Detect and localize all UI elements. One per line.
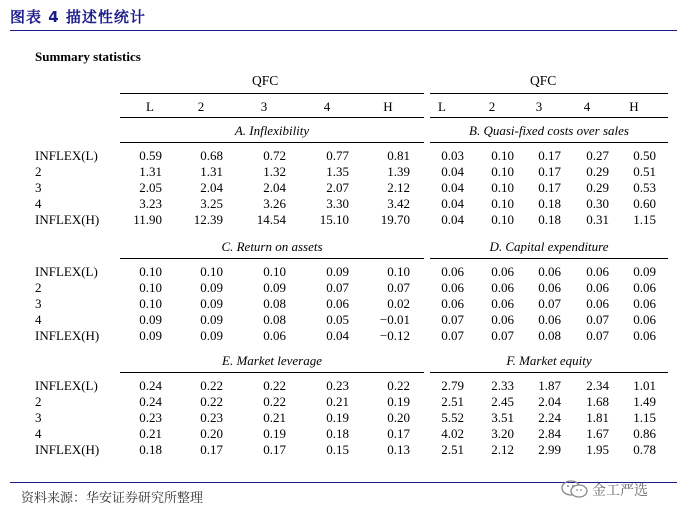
table-cell: 0.18: [538, 212, 561, 227]
row-label: 3: [35, 180, 42, 195]
table-cell: 0.18: [326, 426, 349, 441]
table-cell: 0.21: [263, 410, 286, 425]
group-header-left: QFC: [252, 73, 279, 88]
table-cell: 3.42: [387, 196, 410, 211]
table-cell: 0.04: [441, 180, 464, 195]
column-header: L: [146, 99, 154, 114]
row-label: INFLEX(H): [35, 212, 100, 227]
table-cell: 0.10: [491, 148, 514, 163]
table-cell: 0.20: [200, 426, 223, 441]
table-cell: 0.06: [491, 296, 514, 311]
column-header: H: [383, 99, 393, 114]
table-cell: 0.04: [441, 212, 464, 227]
figure-title: 图表 4 描述性统计: [10, 8, 146, 26]
table-cell: 2.33: [491, 378, 514, 393]
table-cell: 1.32: [263, 164, 286, 179]
table-cell: 0.17: [538, 164, 561, 179]
row-label: 3: [35, 410, 42, 425]
table-cell: 1.49: [633, 394, 656, 409]
table-cell: 0.06: [491, 312, 514, 327]
table-cell: 0.06: [538, 312, 561, 327]
panel-rule-left: [120, 372, 424, 373]
table-cell: 0.22: [387, 378, 410, 393]
table-cell: 0.50: [633, 148, 656, 163]
table-cell: 0.07: [326, 280, 349, 295]
row-label: 4: [35, 312, 42, 327]
table-cell: 2.84: [538, 426, 561, 441]
table-cell: 0.07: [538, 296, 561, 311]
table-cell: 0.20: [387, 410, 410, 425]
table-cell: 0.04: [441, 164, 464, 179]
table-cell: 2.05: [139, 180, 162, 195]
group-rule-left: [120, 93, 424, 94]
table-cell: 0.10: [200, 264, 223, 279]
table-cell: 0.02: [387, 296, 410, 311]
table-cell: 0.06: [491, 264, 514, 279]
table-cell: 0.81: [387, 148, 410, 163]
table-cell: 0.22: [200, 394, 223, 409]
table-cell: 1.15: [633, 212, 656, 227]
row-label: 4: [35, 426, 42, 441]
table-cell: 0.17: [387, 426, 410, 441]
table-cell: 0.03: [441, 148, 464, 163]
table-cell: 0.06: [441, 296, 464, 311]
table-cell: 0.15: [326, 442, 349, 457]
table-cell: 0.13: [387, 442, 410, 457]
table-cell: 1.15: [633, 410, 656, 425]
table-cell: 0.21: [326, 394, 349, 409]
table-cell: 0.05: [326, 312, 349, 327]
table-cell: 1.31: [139, 164, 162, 179]
table-cell: 0.30: [586, 196, 609, 211]
table-cell: 0.19: [387, 394, 410, 409]
table-cell: 0.09: [326, 264, 349, 279]
table-cell: 0.06: [633, 280, 656, 295]
table-cell: 0.77: [326, 148, 349, 163]
table-cell: 0.53: [633, 180, 656, 195]
table-cell: 0.18: [139, 442, 162, 457]
table-cell: 0.06: [586, 296, 609, 311]
table-cell: 0.06: [586, 280, 609, 295]
table-cell: 1.81: [586, 410, 609, 425]
table-cell: 0.06: [633, 328, 656, 343]
panel-title-right: B. Quasi-fixed costs over sales: [469, 123, 629, 138]
table-cell: 2.12: [387, 180, 410, 195]
panel-title-right: D. Capital expenditure: [489, 239, 609, 254]
table-cell: 0.24: [139, 394, 162, 409]
row-label: INFLEX(L): [35, 378, 98, 393]
table-cell: 0.04: [326, 328, 349, 343]
table-cell: 0.29: [586, 180, 609, 195]
table-cell: 0.07: [586, 312, 609, 327]
table-cell: 0.06: [633, 312, 656, 327]
table-cell: −0.01: [379, 312, 410, 327]
table-cell: 3.23: [139, 196, 162, 211]
table-cell: 0.07: [491, 328, 514, 343]
table-cell: 0.06: [441, 280, 464, 295]
table-cell: 0.72: [263, 148, 286, 163]
column-header-rule-right: [430, 117, 668, 118]
watermark-text: 金工严选: [592, 483, 648, 499]
table-cell: 0.07: [441, 312, 464, 327]
table-cell: 0.10: [387, 264, 410, 279]
table-cell: 0.10: [139, 280, 162, 295]
row-label: 3: [35, 296, 42, 311]
table-cell: 0.06: [491, 280, 514, 295]
source-note: 资料来源：华安证券研究所整理: [21, 491, 204, 506]
table-cell: 1.87: [538, 378, 561, 393]
table-cell: 2.51: [441, 442, 464, 457]
table-cell: 0.06: [586, 264, 609, 279]
row-label: 2: [35, 164, 42, 179]
panel-rule-right: [430, 142, 668, 143]
row-label: 2: [35, 280, 42, 295]
table-cell: 0.06: [538, 280, 561, 295]
table-cell: 0.10: [263, 264, 286, 279]
table-cell: 0.07: [387, 280, 410, 295]
table-cell: 0.06: [633, 296, 656, 311]
panel-rule-right: [430, 372, 668, 373]
column-header: 4: [583, 99, 591, 114]
panel-rule-left: [120, 142, 424, 143]
table-cell: 14.54: [256, 212, 286, 227]
table-cell: 0.29: [586, 164, 609, 179]
table-cell: 3.51: [491, 410, 514, 425]
column-header-rule-left: [120, 117, 424, 118]
table-cell: 2.04: [263, 180, 286, 195]
table-cell: 0.07: [586, 328, 609, 343]
table-cell: 0.22: [263, 378, 286, 393]
table-cell: 2.07: [326, 180, 349, 195]
table-cell: 0.10: [491, 164, 514, 179]
table-cell: 0.23: [326, 378, 349, 393]
table-cell: 0.06: [538, 264, 561, 279]
table-cell: 2.45: [491, 394, 514, 409]
table-cell: 0.17: [538, 180, 561, 195]
table-cell: 0.09: [139, 312, 162, 327]
table-cell: 3.30: [326, 196, 349, 211]
column-header: 3: [260, 99, 268, 114]
row-label: 2: [35, 394, 42, 409]
row-label: INFLEX(L): [35, 264, 98, 279]
table-cell: 2.51: [441, 394, 464, 409]
table-cell: 0.27: [586, 148, 609, 163]
table-cell: 0.60: [633, 196, 656, 211]
table-cell: 0.08: [263, 312, 286, 327]
column-header: 2: [488, 99, 496, 114]
table-cell: 19.70: [380, 212, 410, 227]
row-label: 4: [35, 196, 42, 211]
row-label: INFLEX(L): [35, 148, 98, 163]
table-cell: 0.19: [263, 426, 286, 441]
table-cell: 0.17: [200, 442, 223, 457]
table-cell: 0.10: [491, 212, 514, 227]
table-cell: 12.39: [193, 212, 223, 227]
table-cell: 0.22: [263, 394, 286, 409]
wechat-icon: [560, 478, 590, 500]
title-divider: [10, 30, 677, 31]
table-cell: 2.24: [538, 410, 561, 425]
table-cell: 0.19: [326, 410, 349, 425]
table-cell: 2.04: [200, 180, 223, 195]
table-cell: 0.17: [263, 442, 286, 457]
table-cell: 15.10: [319, 212, 349, 227]
table-cell: 0.31: [586, 212, 609, 227]
table-cell: 0.10: [491, 180, 514, 195]
panel-rule-right: [430, 258, 668, 259]
table-cell: 3.20: [491, 426, 514, 441]
column-header: 4: [323, 99, 331, 114]
column-header: 2: [197, 99, 205, 114]
panel-title-left: C. Return on assets: [221, 239, 323, 254]
panel-title-right: F. Market equity: [506, 353, 592, 368]
table-cell: 0.10: [139, 264, 162, 279]
table-cell: 1.35: [326, 164, 349, 179]
table-cell: 0.06: [441, 264, 464, 279]
table-cell: 2.79: [441, 378, 464, 393]
table-cell: 0.08: [263, 296, 286, 311]
table-cell: −0.12: [379, 328, 410, 343]
table-cell: 1.95: [586, 442, 609, 457]
panel-rule-left: [120, 258, 424, 259]
table-cell: 0.04: [441, 196, 464, 211]
table-cell: 0.09: [263, 280, 286, 295]
group-header-right: QFC: [530, 73, 557, 88]
table-cell: 0.07: [441, 328, 464, 343]
table-cell: 0.09: [200, 328, 223, 343]
table-cell: 0.86: [633, 426, 656, 441]
table-cell: 0.08: [538, 328, 561, 343]
column-header: H: [629, 99, 639, 114]
table-cell: 0.18: [538, 196, 561, 211]
table-cell: 2.99: [538, 442, 561, 457]
table-cell: 4.02: [441, 426, 464, 441]
table-cell: 1.67: [586, 426, 609, 441]
table-cell: 0.06: [263, 328, 286, 343]
row-label: INFLEX(H): [35, 328, 100, 343]
table-cell: 0.22: [200, 378, 223, 393]
table-cell: 0.51: [633, 164, 656, 179]
table-cell: 2.04: [538, 394, 561, 409]
table-cell: 0.23: [139, 410, 162, 425]
table-cell: 1.31: [200, 164, 223, 179]
column-header: 3: [535, 99, 543, 114]
table-cell: 0.78: [633, 442, 656, 457]
panel-title-left: E. Market leverage: [222, 353, 322, 368]
table-cell: 0.17: [538, 148, 561, 163]
table-cell: 0.23: [200, 410, 223, 425]
table-subtitle: Summary statistics: [35, 49, 141, 64]
table-cell: 0.24: [139, 378, 162, 393]
table-cell: 0.09: [200, 280, 223, 295]
panel-title-left: A. Inflexibility: [234, 123, 310, 138]
table-cell: 0.10: [139, 296, 162, 311]
table-cell: 5.52: [441, 410, 464, 425]
table-cell: 0.09: [200, 296, 223, 311]
column-header: L: [438, 99, 446, 114]
table-cell: 11.90: [133, 212, 162, 227]
table-cell: 0.10: [491, 196, 514, 211]
table-cell: 0.06: [326, 296, 349, 311]
table-cell: 3.25: [200, 196, 223, 211]
table-cell: 3.26: [263, 196, 286, 211]
table-cell: 0.21: [139, 426, 162, 441]
table-cell: 0.59: [139, 148, 162, 163]
group-rule-right: [430, 93, 668, 94]
table-cell: 0.09: [633, 264, 656, 279]
table-cell: 0.68: [200, 148, 223, 163]
table-cell: 2.34: [586, 378, 609, 393]
table-cell: 0.09: [139, 328, 162, 343]
table-cell: 2.12: [491, 442, 514, 457]
table-cell: 1.68: [586, 394, 609, 409]
table-cell: 0.09: [200, 312, 223, 327]
table-cell: 1.39: [387, 164, 410, 179]
row-label: INFLEX(H): [35, 442, 100, 457]
table-cell: 1.01: [633, 378, 656, 393]
